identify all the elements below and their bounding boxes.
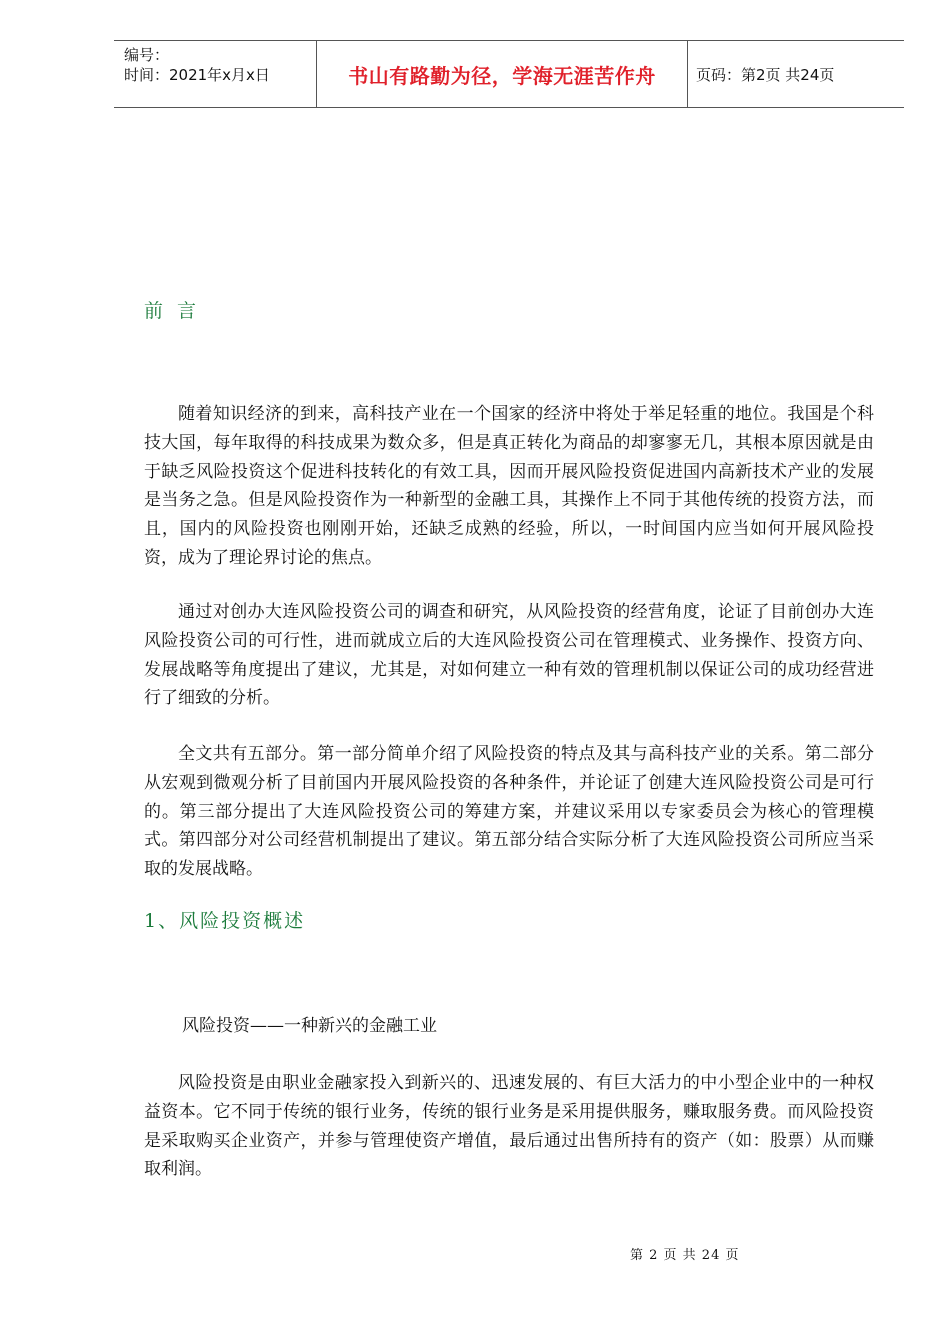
header-meta [114,41,316,107]
header-motto-cell [316,41,688,107]
preface-paragraph-1: 随着知识经济的到来，高科技产业在一个国家的经济中将处于举足轻重的地位。我国是个科技大国，每年取得的科技成果为数众多，但是真正转化为商品的却寥寥无几，其根本原因就是由于缺乏风险投资这个促进科技转化的有效工具，因而开展风险投资促进国内高新技术产业的发展是当务之急。但是风险投资作为一种新型的金融工具，其操作上不同于其他传统的投资方法，而且，国内的风险投资也刚刚开始，还缺乏成熟的经验，所以，一时间国内应当如何开展风险投资，成为了理论界讨论的焦点。 [144,404,874,568]
preface-paragraph-3: 全文共有五部分。第一部分简单介绍了风险投资的特点及其与高科技产业的关系。第二部分从宏观到微观分析了目前国内开展风险投资的各种条件，并论证了创建大连风险投资公司是可行的。第三部分提出了大连风险投资公司的筹建方案，并建议采用以专家委员会为核心的管理模式。第四部分对公司经营机制提出了建议。第五部分结合实际分析了大连风险投资公司所应当采取的发展战略。 [144,744,874,880]
motto-text: 书山有路勤为径，学海无涯苦作舟 [348,63,656,88]
page-header [114,40,904,108]
page-code: 页码：第2页 共24页 [696,65,835,84]
preface-paragraph-2: 通过对创办大连风险投资公司的调查和研究，从风险投资的经营角度，论证了目前创办大连风险投资公司的可行性，进而就成立后的大连风险投资公司在管理模式、业务操作、投资方向、发展战略等角度提出了建议，尤其是，对如何建立一种有效的管理机制以保证公司的成功经营进行了细致的分析。 [144,602,874,709]
section-1-paragraph: 风险投资是由职业金融家投入到新兴的、迅速发展的、有巨大活力的中小型企业中的一种权益资本。它不同于传统的银行业务，传统的银行业务是采用提供服务，赚取服务费。而风险投资是采取购买企业资产，并参与管理使资产增值，最后通过出售所持有的资产（如：股票）从而赚取利润。 [144,1073,874,1180]
section-1-title: 1、风险投资概述 [144,910,306,932]
serial-number-label: 编号： [124,46,170,64]
page-footer: 第 2 页 共 24 页 [630,1248,740,1263]
time-label: 时间：2021年x月x日 [124,66,270,84]
preface-title: 前言 [144,300,211,322]
section-1-subheading: 风险投资——一种新兴的金融工业 [182,1016,437,1036]
header-page-code-cell [688,41,904,107]
